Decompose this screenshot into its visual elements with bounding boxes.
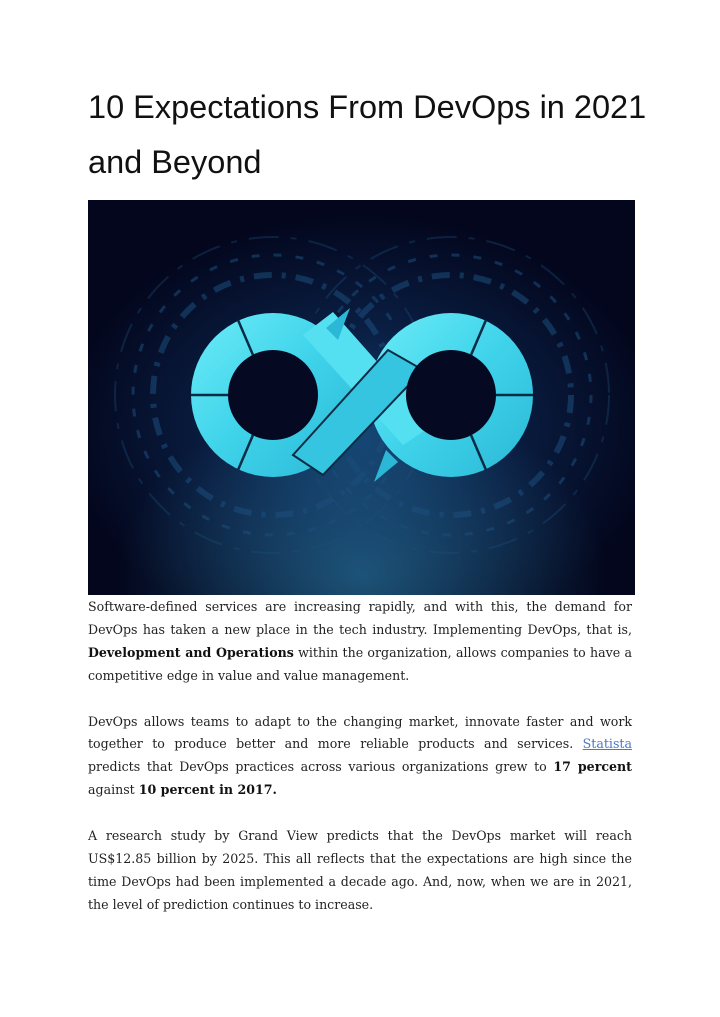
- page-title: 10 Expectations From DevOps in 2021 and Beyond: [88, 89, 647, 180]
- paragraph-2: [88, 711, 632, 803]
- p1-text-b: within the organization, allows companies to have a competitive edge in value and value management.: [88, 644, 632, 683]
- statista-link[interactable]: Statista: [582, 736, 632, 752]
- article-body: [88, 596, 632, 940]
- p2-text-b: predicts that DevOps practices across various organizations grew to: [88, 759, 554, 775]
- hero-image: [88, 200, 635, 595]
- p2-text-c: against: [88, 782, 139, 798]
- p2-text-a: DevOps allows teams to adapt to the changing market, innovate faster and work together to produce better and more reliable products and services.: [88, 713, 632, 752]
- p2-bold-17-percent: 17 percent: [553, 759, 632, 775]
- paragraph-3: A research study by Grand View predicts that the DevOps market will reach US$12.85 billion by 2025. This all reflects that the expectations are high since the time DevOps had been implemented a decade ago. And, now, when we are in 2021, the level of prediction continues to increase.: [88, 828, 632, 912]
- p1-bold-text: Development and Operations: [88, 644, 294, 660]
- devops-infinity-icon: [88, 200, 635, 595]
- p2-bold-10-percent: 10 percent in 2017.: [138, 782, 277, 798]
- p1-text-a: Software-defined services are increasing rapidly, and with this, the demand for DevOps has taken a new place in the tech industry. Implementing DevOps, that is,: [88, 599, 632, 637]
- paragraph-1: [88, 596, 632, 688]
